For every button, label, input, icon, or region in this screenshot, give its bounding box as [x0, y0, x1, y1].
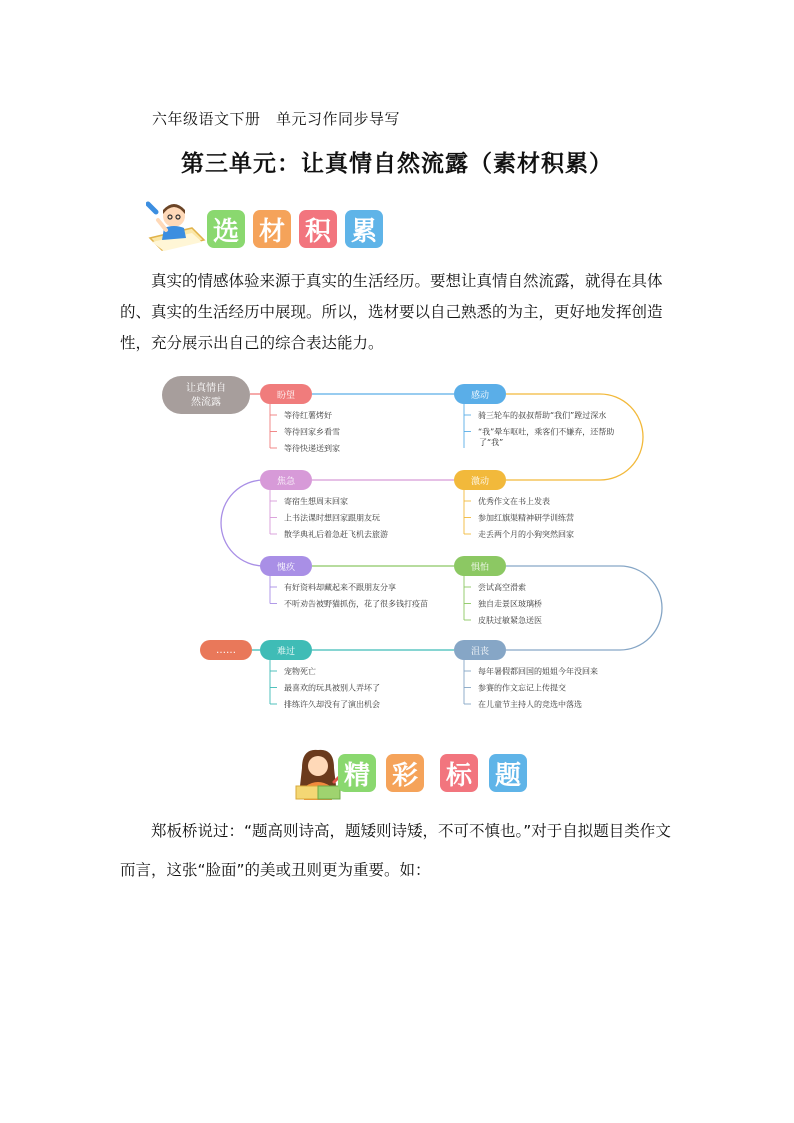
connector-curve-left — [221, 480, 264, 566]
section-tile-3: 积 — [299, 210, 337, 248]
node-label: 激动 — [470, 477, 490, 487]
page-title: 第三单元：让真情自然流露（素材积累） — [181, 151, 613, 177]
mindmap-item: 宠物死亡 — [284, 667, 316, 676]
mindmap-item: 不听劝告被野猫抓伤，花了很多钱打疫苗 — [284, 599, 428, 609]
section-tile-4: 累 — [345, 210, 383, 248]
connector-curve-right-1 — [506, 394, 643, 480]
mindmap-item: 优秀作文在书上发表 — [478, 497, 550, 506]
section-tile-1: 选 — [207, 210, 245, 248]
mind-map — [160, 372, 670, 720]
page-header: 六年级语文下册 单元习作同步导写 — [152, 110, 401, 128]
mindmap-item: 参加红旗渠精神研学训练营 — [478, 513, 574, 523]
node-label: 愧疚 — [276, 563, 296, 573]
section2-tile-3: 标 — [440, 754, 478, 792]
mindmap-item: 等待红薯烤好 — [284, 411, 332, 420]
mindmap-item: 等待回家乡看雪 — [284, 427, 340, 437]
mindmap-item: 参赛的作文忘记上传提交 — [478, 683, 566, 693]
title-paragraph: 郑板桥说过：“题高则诗高，题矮则诗矮，不可不慎也。”对于自拟题目类作文而言，这张“脸面”的美或丑则更为重要。如： — [120, 822, 671, 879]
section-tile-2: 材 — [253, 210, 291, 248]
node-label: 盼望 — [276, 391, 296, 401]
mindmap-node-5 — [260, 556, 428, 610]
intro-paragraph: 真实的情感体验来源于真实的生活经历。要想让真情自然流露，就得在具体的、真实的生活经历中展现。所以，选材要以自己熟悉的为主，更好地发挥创造性，充分展示出自己的综合表达能力。 — [120, 272, 663, 352]
root-label-line2: 然流露 — [191, 397, 221, 408]
mindmap-item: 每年暑假都回国的姐姐今年没回来 — [478, 667, 598, 676]
student-writing-icon — [146, 198, 206, 254]
mindmap-item: 等待快递送到家 — [284, 444, 340, 453]
mindmap-item: 独自走景区玻璃桥 — [478, 599, 542, 609]
mindmap-item: 在儿童节主持人的竞选中落选 — [478, 700, 582, 709]
mindmap-item: 骑三轮车的叔叔帮助“我们”蹚过深水 — [478, 411, 607, 420]
mindmap-item: “我”晕车呕吐，乘客们不嫌弃，还帮助 — [478, 427, 615, 437]
node-label: 感动 — [470, 391, 490, 401]
section2-tile-2: 彩 — [386, 754, 424, 792]
mindmap-item: 皮肤过敏紧急送医 — [478, 616, 542, 625]
node-label: 难过 — [276, 647, 296, 657]
mindmap-item: 上书法课时想回家跟朋友玩 — [284, 513, 380, 523]
ellipsis-label: …… — [216, 645, 236, 656]
section2-tile-1: 精 — [338, 754, 376, 792]
mindmap-item: 了“我” — [479, 438, 504, 447]
mindmap-item: 尝试高空滑索 — [478, 583, 526, 592]
node-label: 惧怕 — [470, 563, 490, 573]
mindmap-item: 有好资料却藏起来不跟朋友分享 — [284, 583, 396, 592]
section2-tile-4: 题 — [489, 754, 527, 792]
mindmap-item: 寄宿生想周末回家 — [284, 497, 348, 506]
mindmap-item: 最喜欢的玩具被别人弄坏了 — [284, 683, 380, 693]
mindmap-item: 走丢两个月的小狗突然回家 — [478, 530, 574, 539]
node-label: 焦急 — [276, 477, 296, 487]
root-label-line1: 让真情自 — [186, 383, 226, 394]
root-node — [162, 376, 250, 414]
node-label: 沮丧 — [470, 647, 490, 657]
mindmap-item: 散学典礼后着急赶飞机去旅游 — [284, 530, 388, 539]
mindmap-item: 排练许久却没有了演出机会 — [284, 700, 380, 709]
